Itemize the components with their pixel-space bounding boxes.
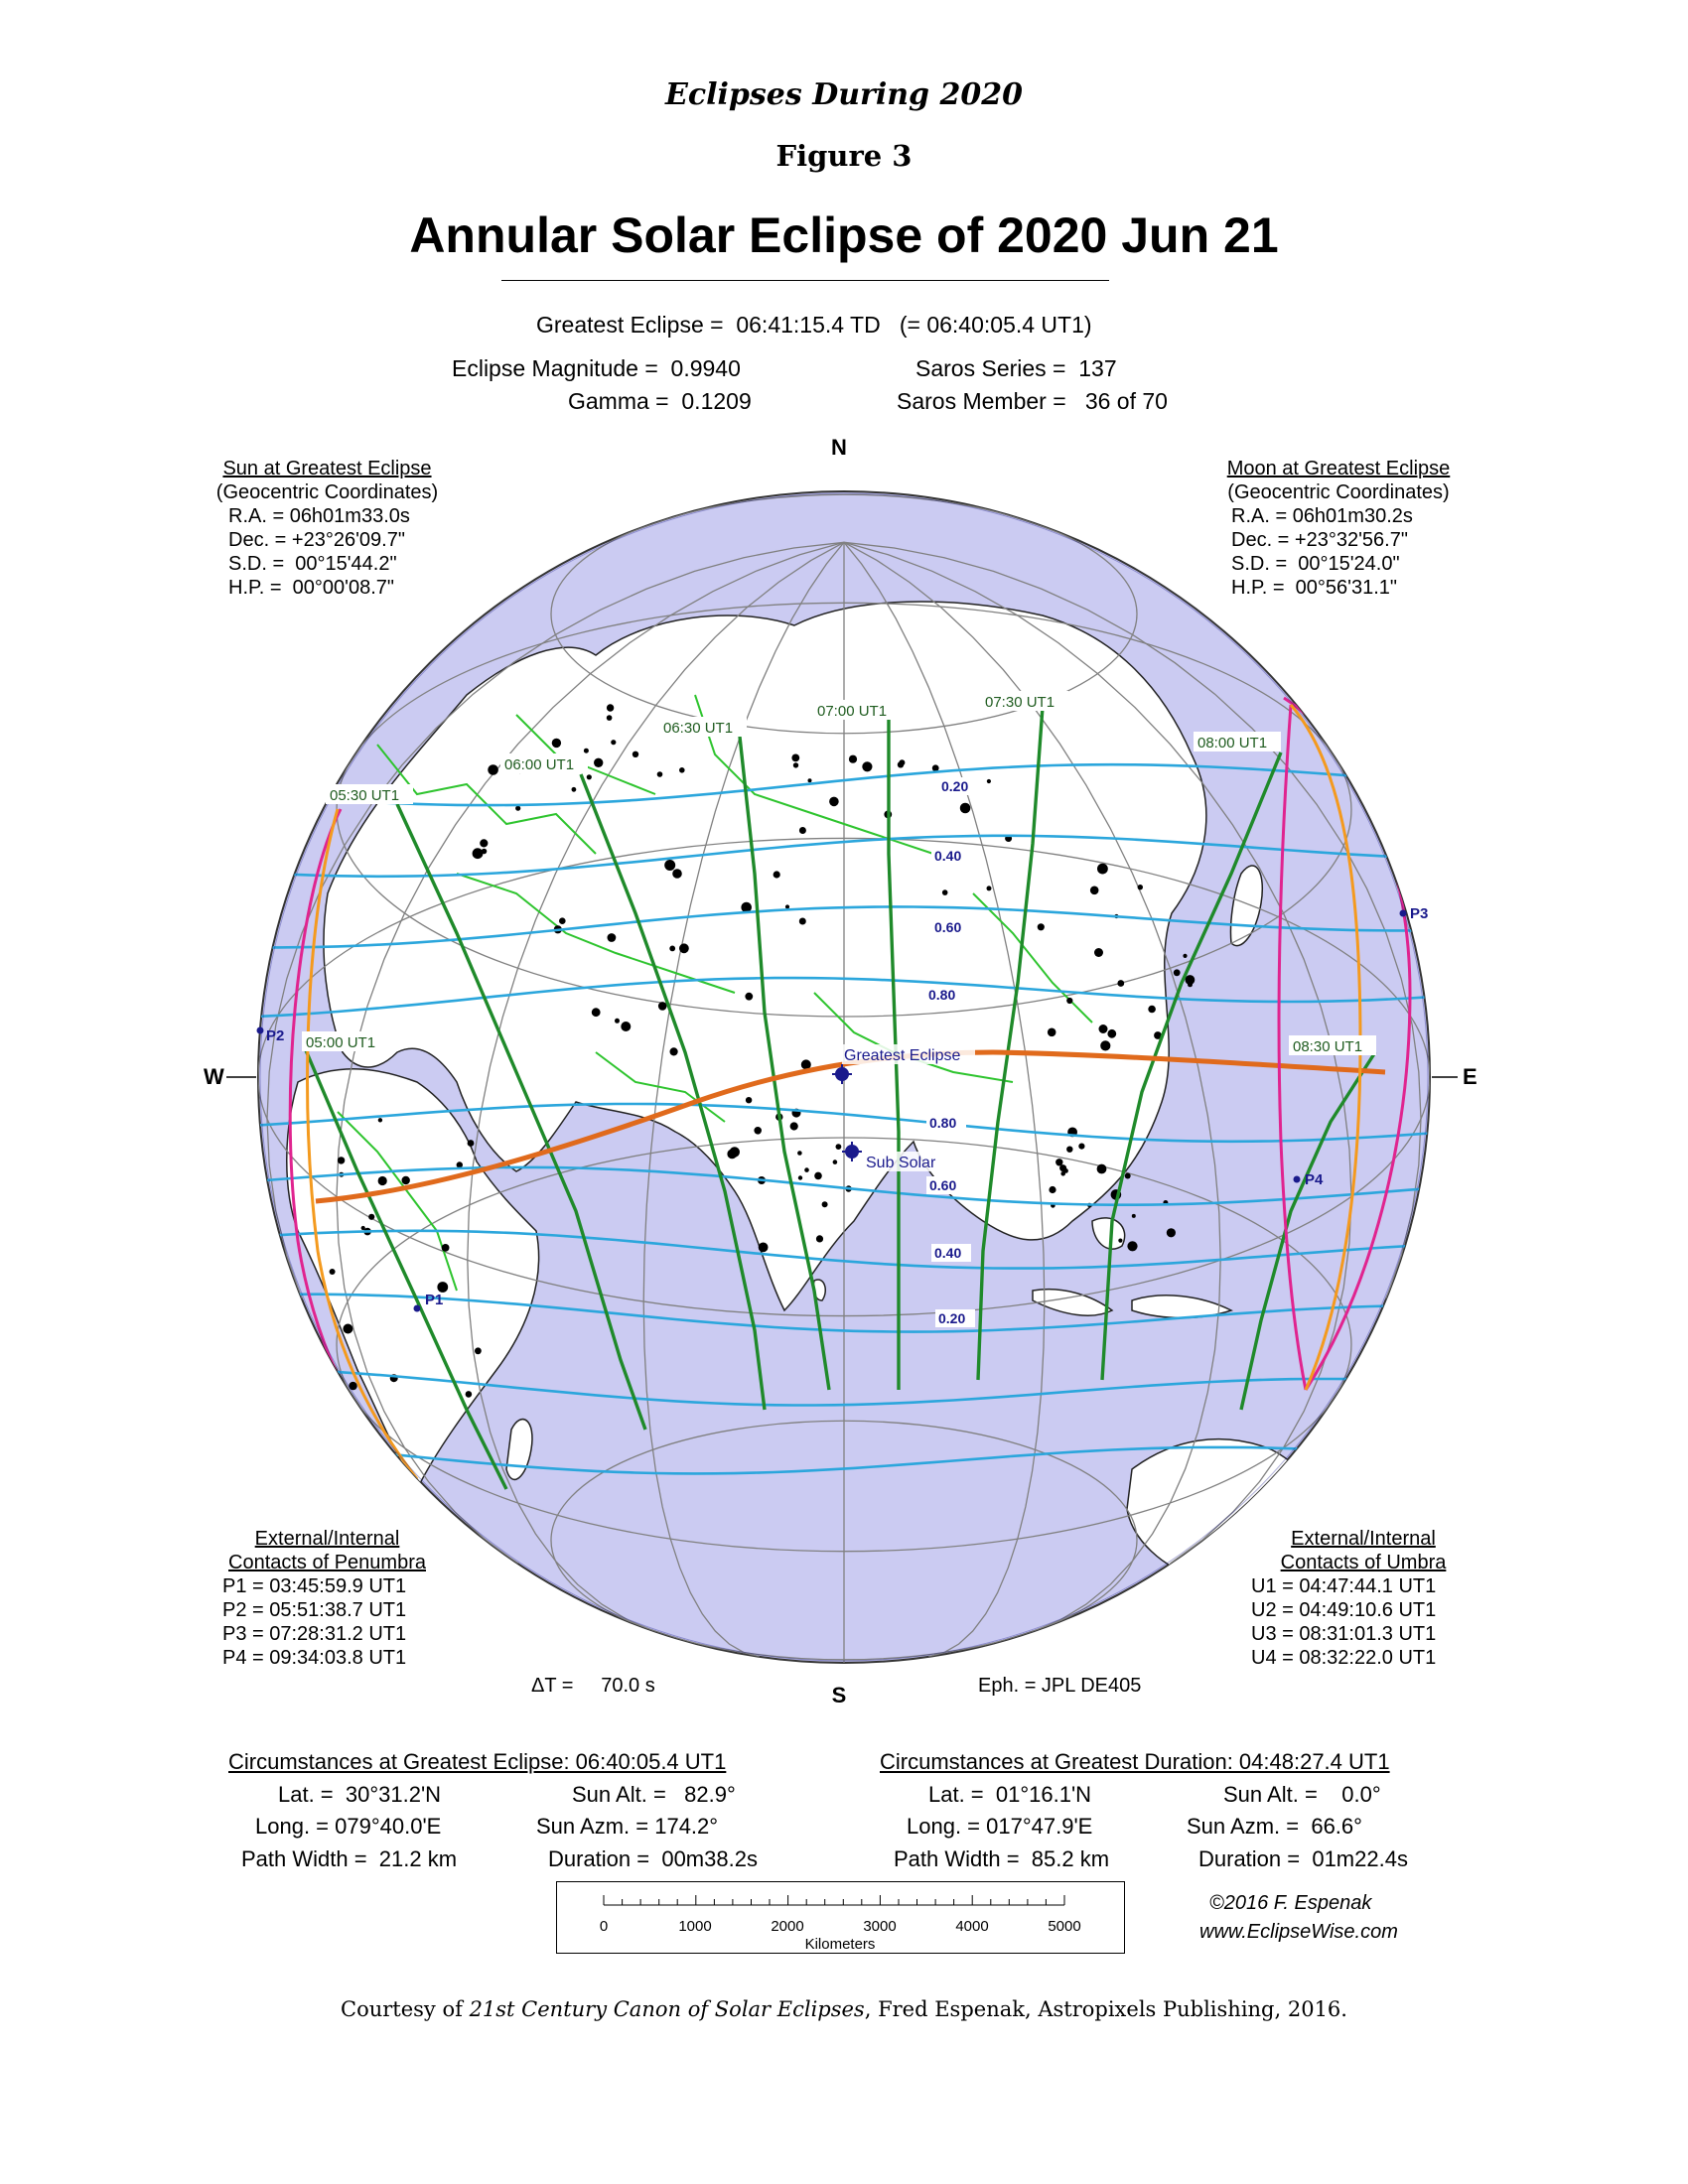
delta-t: ΔT = 70.0 s xyxy=(531,1675,655,1697)
city-dot xyxy=(633,751,638,757)
time-label-0630: 06:30 UT1 xyxy=(663,720,734,737)
series-title: Eclipses During 2020 xyxy=(665,77,1023,112)
sun-hp: H.P. = 00°00'08.7" xyxy=(228,577,395,599)
mag-label-north-060: 0.60 xyxy=(934,919,962,935)
contact-p3: P3 = 07:28:31.2 UT1 xyxy=(222,1623,407,1645)
city-dot xyxy=(572,787,577,792)
city-dot xyxy=(1125,1173,1131,1179)
city-dot xyxy=(804,1167,809,1172)
city-dot xyxy=(559,917,566,924)
city-dot xyxy=(759,1243,769,1253)
moon-ra: R.A. = 06h01m30.2s xyxy=(1231,505,1413,527)
city-dot xyxy=(793,762,798,767)
city-dot xyxy=(368,1214,374,1220)
city-dot xyxy=(816,1235,823,1242)
city-dot xyxy=(608,933,617,942)
city-dot xyxy=(942,889,948,895)
ge-lat: Lat. = 30°31.2'N xyxy=(278,1782,442,1807)
city-dot xyxy=(475,1347,482,1354)
city-dot xyxy=(594,758,603,767)
scale-tick-label-4000: 4000 xyxy=(955,1918,989,1935)
ephemeris: Eph. = JPL DE405 xyxy=(978,1675,1142,1697)
city-dot xyxy=(592,1008,601,1017)
copyright: ©2016 F. Espenak xyxy=(1209,1892,1372,1914)
greatest-duration-circ-title: Circumstances at Greatest Duration: 04:48:27.4 UT1 xyxy=(880,1749,1390,1774)
city-dot xyxy=(1063,1168,1068,1173)
city-dot xyxy=(615,1019,620,1024)
city-dot xyxy=(808,778,812,782)
scale-unit-label: Kilometers xyxy=(804,1936,876,1953)
scale-tick-label-5000: 5000 xyxy=(1048,1918,1081,1935)
city-dot xyxy=(1094,948,1103,957)
time-label-0800: 08:00 UT1 xyxy=(1197,735,1268,751)
city-dot xyxy=(664,860,675,871)
city-dot xyxy=(657,771,663,777)
city-dot xyxy=(862,761,872,771)
city-dot xyxy=(515,806,520,811)
city-dot xyxy=(814,1172,822,1180)
city-dot xyxy=(849,755,857,763)
compass-north: N xyxy=(831,435,847,460)
city-dot xyxy=(1183,954,1187,958)
contact-point-p1: P1 xyxy=(425,1292,444,1308)
city-dot xyxy=(774,871,780,878)
mag-label-south-080: 0.80 xyxy=(929,1115,957,1131)
mag-label-south-060: 0.60 xyxy=(929,1177,957,1193)
contact-point-p3: P3 xyxy=(1410,905,1429,922)
city-dot xyxy=(1127,1241,1137,1251)
greatest-eclipse-label: Greatest Eclipse xyxy=(844,1047,961,1064)
greatest-eclipse-circ-title: Circumstances at Greatest Eclipse: 06:40:05.4 UT1 xyxy=(228,1749,727,1774)
eclipse-globe-map xyxy=(199,427,1489,1717)
contact-u2: U2 = 04:49:10.6 UT1 xyxy=(1251,1599,1437,1621)
city-dot xyxy=(488,764,498,775)
city-dot xyxy=(730,1147,740,1157)
greatest-eclipse-circumstances xyxy=(228,1749,726,1775)
page-title: Annular Solar Eclipse of 2020 Jun 21 xyxy=(409,207,1279,263)
umbra-block-subtitle: Contacts of Umbra xyxy=(1280,1552,1447,1573)
time-label-0700: 07:00 UT1 xyxy=(817,703,888,720)
city-dot xyxy=(987,779,991,783)
contact-u4: U4 = 08:32:22.0 UT1 xyxy=(1251,1647,1437,1669)
city-dot xyxy=(1100,1040,1110,1050)
saros-member: Saros Member = 36 of 70 xyxy=(897,388,1168,414)
city-dot xyxy=(658,1002,667,1011)
city-dot xyxy=(799,918,806,925)
city-dot xyxy=(1048,1028,1056,1037)
city-dot xyxy=(829,797,839,807)
gd-sun-alt: Sun Alt. = 0.0° xyxy=(1223,1782,1381,1807)
greatest-eclipse-time: Greatest Eclipse = 06:41:15.4 TD (= 06:40:05.4 UT1) xyxy=(536,312,1092,338)
city-dot xyxy=(898,761,904,767)
compass-west: W xyxy=(204,1064,224,1089)
title-divider xyxy=(501,280,1109,281)
city-dot xyxy=(482,849,488,855)
city-dot xyxy=(798,1175,802,1179)
greatest-duration-circumstances xyxy=(880,1749,1390,1775)
city-dot xyxy=(799,827,806,834)
city-dot xyxy=(621,1022,631,1031)
moon-hp: H.P. = 00°56'31.1" xyxy=(1231,577,1398,599)
city-dot xyxy=(607,715,613,721)
penumbra-block-subtitle: Contacts of Penumbra xyxy=(228,1552,426,1573)
city-dot xyxy=(1099,1024,1108,1033)
ge-long: Long. = 079°40.0'E xyxy=(255,1814,442,1839)
city-dot xyxy=(1118,1239,1122,1243)
ge-sun-azm: Sun Azm. = 174.2° xyxy=(536,1814,719,1839)
gd-long: Long. = 017°47.9'E xyxy=(907,1814,1093,1839)
city-dot xyxy=(587,774,592,779)
city-dot xyxy=(584,749,589,753)
city-dot xyxy=(466,1391,473,1398)
sun-ra: R.A. = 06h01m33.0s xyxy=(228,505,410,527)
sun-block-subtitle: (Geocentric Coordinates) xyxy=(215,481,439,503)
city-dot xyxy=(785,904,789,908)
website: www.EclipseWise.com xyxy=(1199,1921,1398,1943)
compass-east: E xyxy=(1463,1064,1477,1089)
city-dot xyxy=(361,1226,365,1230)
time-label-0730: 07:30 UT1 xyxy=(985,694,1055,711)
moon-sd: S.D. = 00°15'24.0" xyxy=(1231,553,1400,575)
city-dot xyxy=(791,754,799,762)
city-dot xyxy=(552,739,561,748)
city-dot xyxy=(1174,969,1181,976)
moon-block-subtitle: (Geocentric Coordinates) xyxy=(1227,481,1450,503)
penumbra-block-title: External/Internal xyxy=(254,1528,400,1550)
sun-sd: S.D. = 00°15'44.2" xyxy=(228,553,397,575)
city-dot xyxy=(1066,1147,1072,1153)
contact-point-p2: P2 xyxy=(266,1027,285,1044)
city-dot xyxy=(1038,923,1045,930)
umbra-block-title: External/Internal xyxy=(1291,1528,1436,1550)
city-dot xyxy=(745,993,753,1001)
city-dot xyxy=(669,946,675,952)
scale-bar xyxy=(556,1881,1127,1955)
gd-lat: Lat. = 01°16.1'N xyxy=(928,1782,1092,1807)
city-dot xyxy=(960,803,971,814)
city-dot xyxy=(473,848,484,859)
city-dot xyxy=(1055,1159,1062,1165)
mag-label-north-080: 0.80 xyxy=(928,987,956,1003)
city-dot xyxy=(754,1127,762,1135)
city-dot xyxy=(1066,998,1072,1004)
contact-u3: U3 = 08:31:01.3 UT1 xyxy=(1251,1623,1437,1645)
scale-tick-label-2000: 2000 xyxy=(771,1918,804,1935)
sun-block-title: Sun at Greatest Eclipse xyxy=(222,458,432,479)
scale-tick-label-1000: 1000 xyxy=(678,1918,712,1935)
city-dot xyxy=(378,1176,387,1185)
mag-label-north-040: 0.40 xyxy=(934,848,962,864)
city-dot xyxy=(1188,982,1193,987)
city-dot xyxy=(1167,1228,1176,1237)
city-dot xyxy=(1049,1186,1055,1193)
ge-duration: Duration = 00m38.2s xyxy=(548,1846,758,1871)
city-dot xyxy=(330,1269,336,1275)
footer-credit xyxy=(0,1997,1688,2021)
gd-path-width: Path Width = 85.2 km xyxy=(894,1846,1110,1871)
city-dot xyxy=(679,767,685,773)
city-dot xyxy=(1148,1006,1156,1014)
eclipse-magnitude: Eclipse Magnitude = 0.9940 xyxy=(452,355,741,381)
moon-block-title: Moon at Greatest Eclipse xyxy=(1226,458,1451,479)
mag-label-south-040: 0.40 xyxy=(934,1245,962,1261)
city-dot xyxy=(1090,887,1099,895)
city-dot xyxy=(797,1151,802,1156)
footer-suffix: , Fred Espenak, Astropixels Publishing, 2016. xyxy=(864,1997,1347,2021)
moon-dec: Dec. = +23°32'56.7" xyxy=(1231,529,1408,551)
city-dot xyxy=(378,1118,382,1122)
city-dot xyxy=(607,704,614,711)
city-dot xyxy=(1138,885,1143,889)
city-dot xyxy=(672,869,682,879)
city-dot xyxy=(611,740,616,745)
time-label-0500: 05:00 UT1 xyxy=(306,1034,376,1051)
contact-u1: U1 = 04:47:44.1 UT1 xyxy=(1251,1575,1437,1597)
contact-p1: P1 = 03:45:59.9 UT1 xyxy=(222,1575,407,1597)
footer-prefix: Courtesy of xyxy=(341,1997,470,2021)
ge-path-width: Path Width = 21.2 km xyxy=(241,1846,458,1871)
city-dot xyxy=(442,1244,450,1252)
footer-book-title: 21st Century Canon of Solar Eclipses xyxy=(469,1997,865,2021)
contact-point-p4: P4 xyxy=(1305,1171,1324,1188)
gamma-value: Gamma = 0.1209 xyxy=(568,388,752,414)
city-dot xyxy=(338,1157,345,1163)
city-dot xyxy=(987,886,992,890)
time-label-0530: 05:30 UT1 xyxy=(330,787,400,804)
saros-series: Saros Series = 137 xyxy=(915,355,1117,381)
city-dot xyxy=(679,943,689,953)
city-dot xyxy=(746,1097,752,1103)
gd-duration: Duration = 01m22.4s xyxy=(1198,1846,1408,1871)
city-dot xyxy=(1107,1029,1116,1038)
time-label-0830: 08:30 UT1 xyxy=(1293,1038,1363,1055)
gd-sun-azm: Sun Azm. = 66.6° xyxy=(1187,1814,1362,1839)
city-dot xyxy=(1097,1164,1107,1174)
city-dot xyxy=(1117,980,1124,987)
scale-tick-label-0: 0 xyxy=(599,1918,609,1935)
city-dot xyxy=(343,1324,352,1334)
city-dot xyxy=(1078,1144,1084,1150)
city-dot xyxy=(670,1047,678,1055)
city-dot xyxy=(836,1144,842,1150)
sub-solar-label: Sub Solar xyxy=(866,1155,936,1171)
city-dot xyxy=(468,1140,475,1147)
scale-tick-label-3000: 3000 xyxy=(863,1918,897,1935)
city-dot xyxy=(1132,1214,1136,1218)
figure-label: Figure 3 xyxy=(775,139,913,173)
contact-p4: P4 = 09:34:03.8 UT1 xyxy=(222,1647,407,1669)
mag-label-south-020: 0.20 xyxy=(938,1310,966,1326)
time-label-0600: 06:00 UT1 xyxy=(504,756,575,773)
sun-dec: Dec. = +23°26'09.7" xyxy=(228,529,405,551)
city-dot xyxy=(480,839,488,847)
compass-south: S xyxy=(831,1683,847,1707)
city-dot xyxy=(822,1201,828,1207)
city-dot xyxy=(790,1122,798,1130)
city-dot xyxy=(1097,864,1108,875)
city-dot xyxy=(833,1160,838,1164)
contact-p2: P2 = 05:51:38.7 UT1 xyxy=(222,1599,407,1621)
mag-label-north-020: 0.20 xyxy=(941,778,969,794)
city-dot xyxy=(402,1176,410,1184)
ge-sun-alt: Sun Alt. = 82.9° xyxy=(572,1782,736,1807)
